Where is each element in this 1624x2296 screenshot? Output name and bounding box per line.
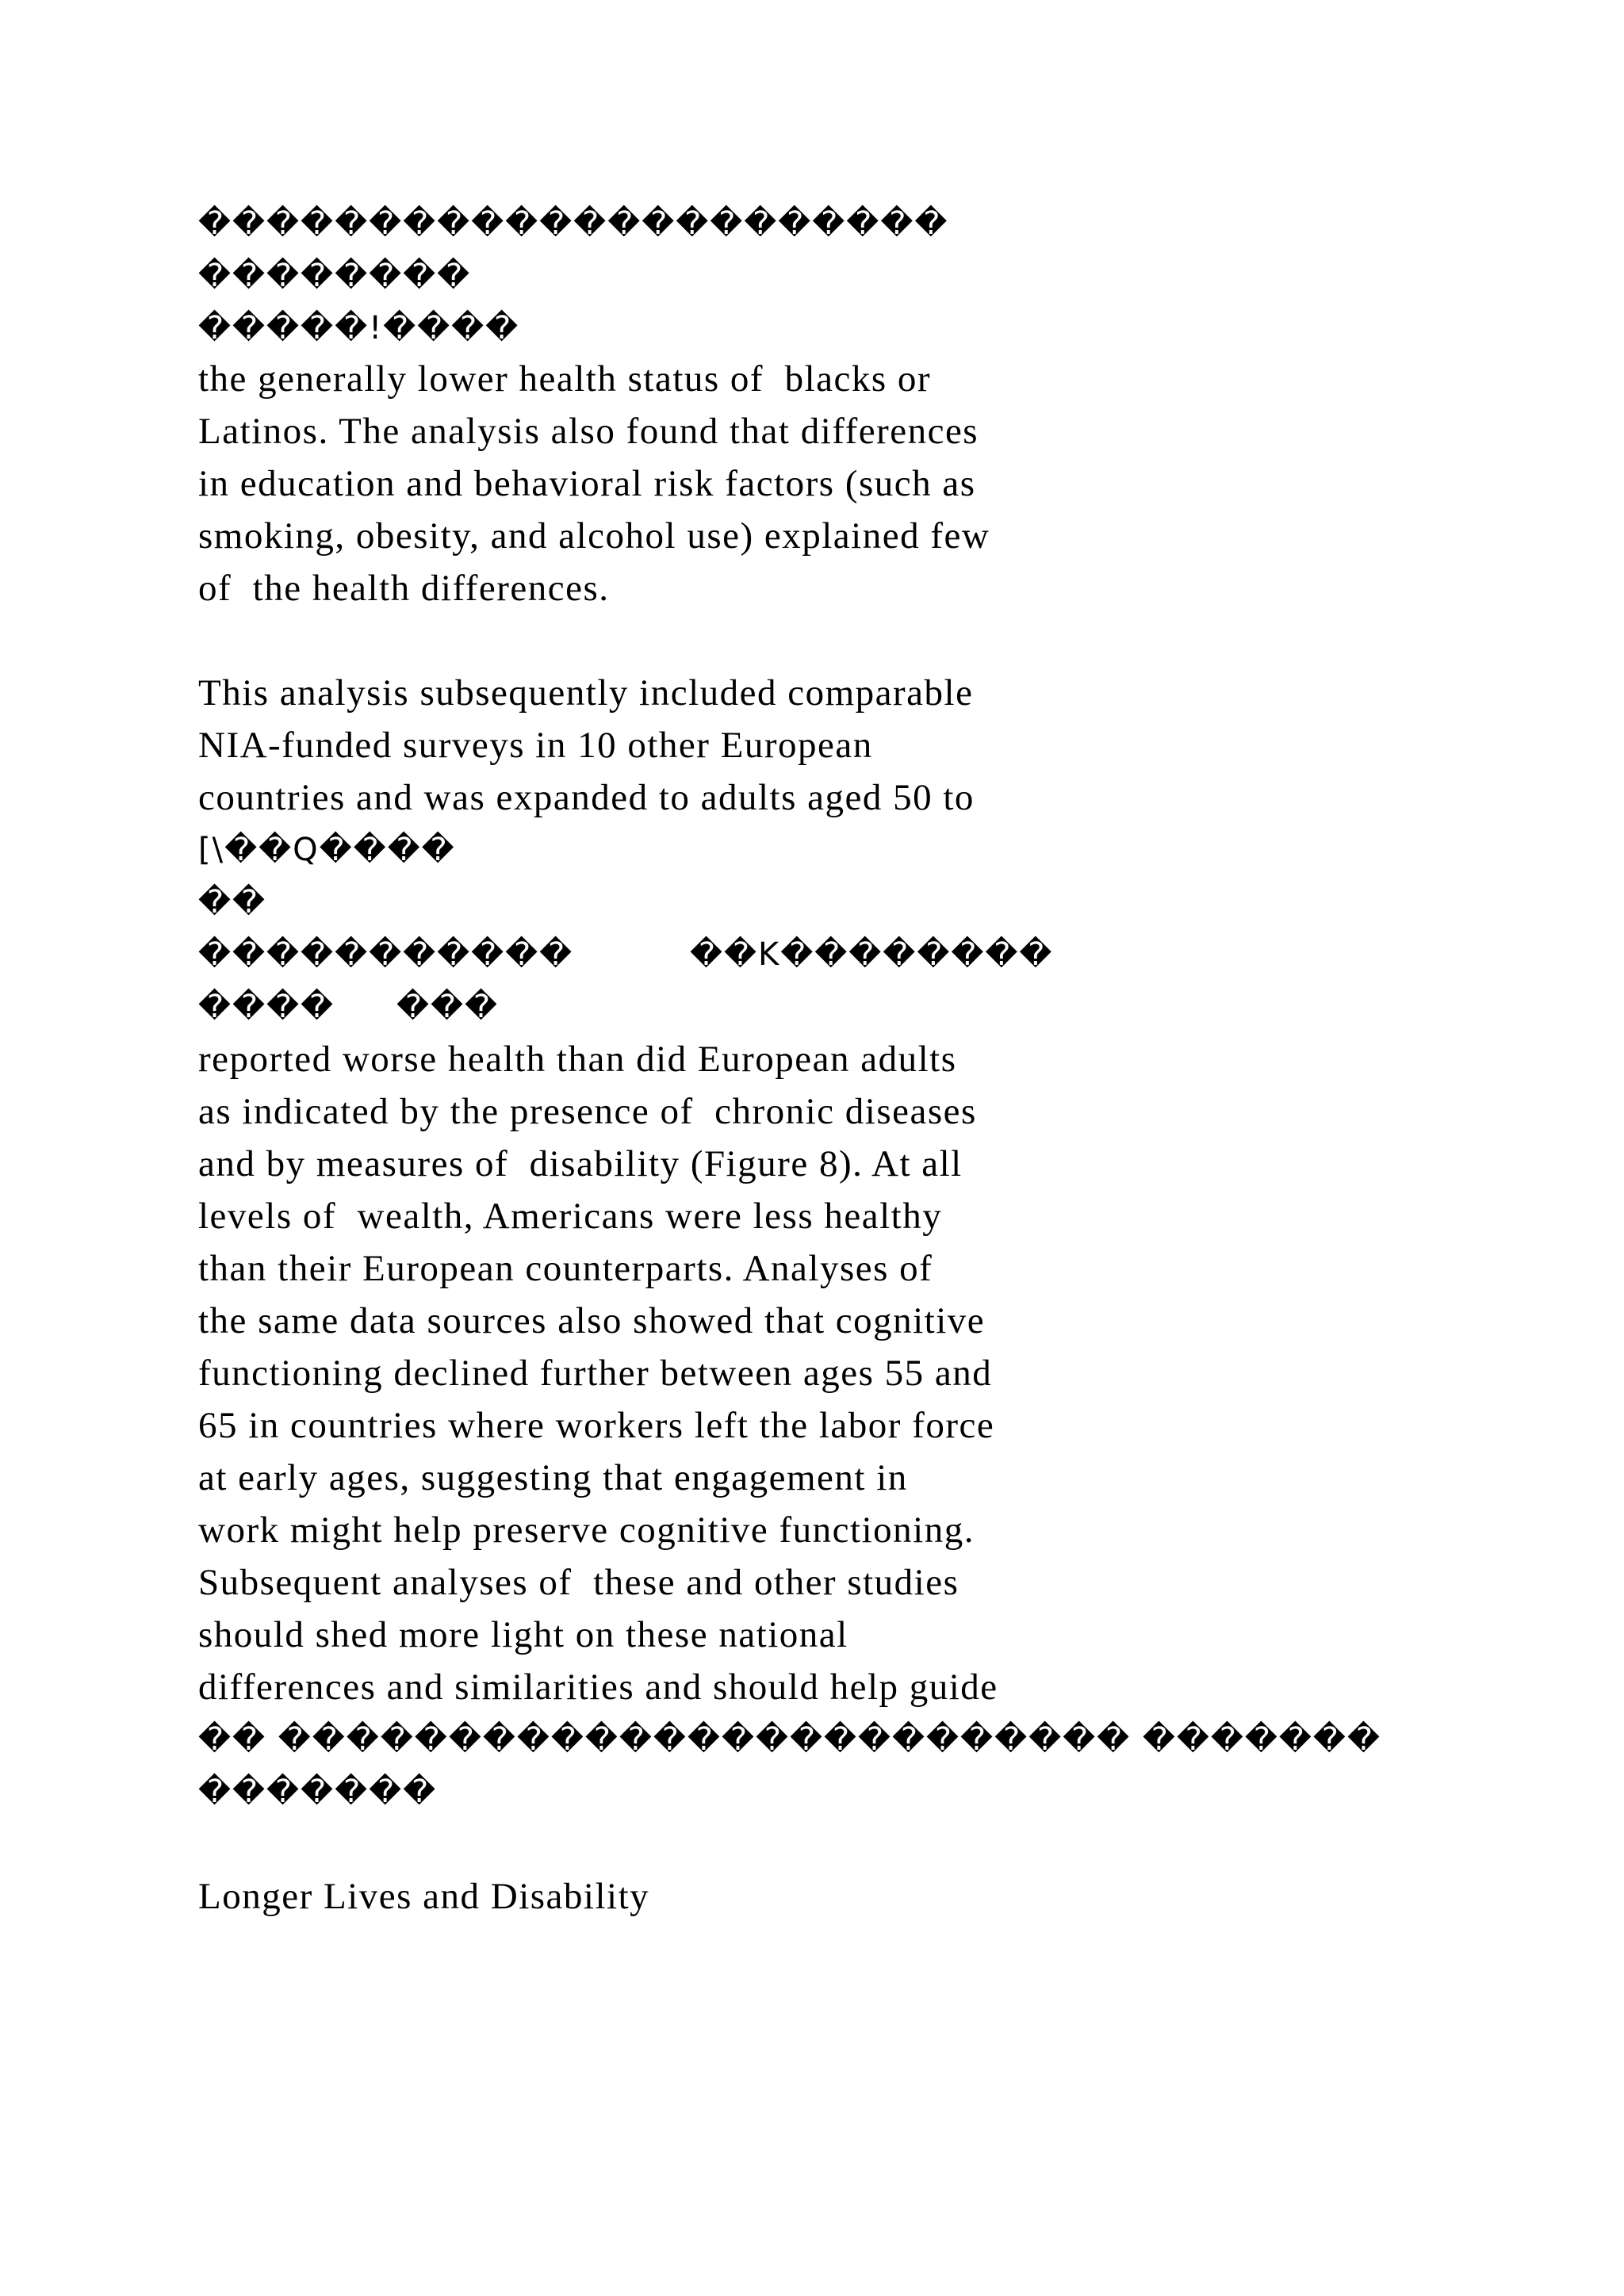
body-text-line: levels of wealth, Americans were less healthy [198,1196,943,1237]
garbled-line: ��K�������� [690,936,1054,973]
garbled-line: �������� [198,258,472,294]
body-text-line: NIA-funded surveys in 10 other European [198,725,873,766]
body-text-line: 65 in countries where workers left the labor force [198,1405,995,1446]
body-text-line: smoking, obesity, and alcohol use) explained few [198,515,990,557]
body-text-line: in education and behavioral risk factors (such as [198,463,976,504]
garbled-line: �����!���� [198,310,520,346]
body-text-line: and by measures of disability (Figure 8). At all [198,1143,963,1184]
body-text-line: differences and similarities and should help guide [198,1667,998,1708]
body-text-line: should shed more light on these national [198,1614,848,1655]
garbled-line: ����������� [198,936,574,973]
garbled-line: ���������������������� [198,205,949,242]
section-heading: Longer Lives and Disability [198,1876,650,1917]
garbled-line: �� [198,884,267,920]
body-text-line: Latinos. The analysis also found that differences [198,411,979,452]
body-text-line: as indicated by the presence of chronic diseases [198,1091,977,1132]
garbled-line: ���� [198,989,335,1025]
body-text-line: the generally lower health status of blacks or [198,358,932,400]
body-text-line: work might help preserve cognitive functioning. [198,1510,975,1551]
body-text-line: reported worse health than did European adults [198,1039,957,1080]
body-text-line: of the health differences. [198,568,610,609]
body-text-line: than their European counterparts. Analyses of [198,1248,933,1289]
body-text-line: at early ages, suggesting that engagement in [198,1457,908,1498]
body-text-line: This analysis subsequently included comparable [198,672,974,714]
garbled-line: ������� [198,1774,438,1810]
garbled-line: ��� [396,989,500,1025]
body-text-line: functioning declined further between ages 55 and [198,1353,993,1394]
body-text-line: countries and was expanded to adults aged 50 to [198,777,975,818]
garbled-line: [\��Q���� [198,832,456,868]
garbled-line: �� ������������������������� ������� [198,1721,1381,1758]
body-text-line: the same data sources also showed that cognitive [198,1300,986,1341]
body-text-line: Subsequent analyses of these and other studies [198,1562,959,1603]
